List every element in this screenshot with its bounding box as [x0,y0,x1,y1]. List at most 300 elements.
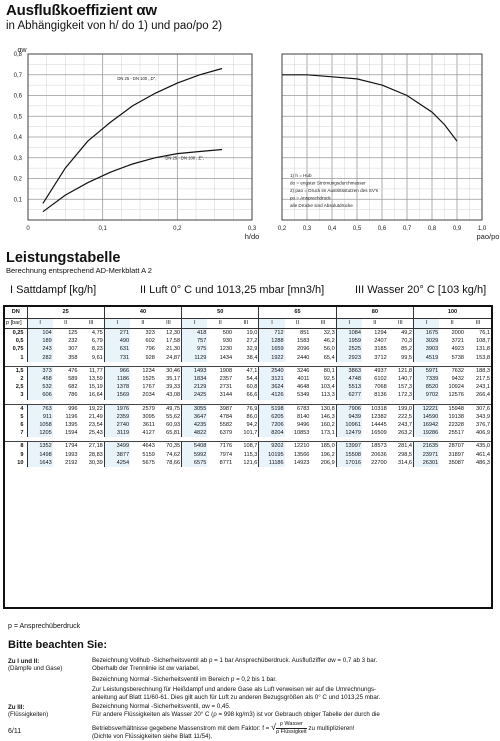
table-row [5,329,491,338]
value-cell: 4643 [130,442,156,451]
value-cell: 5738 [451,354,465,361]
pressure-cell: 0,25 [12,330,24,336]
medium-subheader: II [362,319,388,329]
pressure-cell: 6 [20,422,24,429]
value-cell: 4127 [142,430,155,437]
value-cell: 3647 [182,413,208,421]
pressure-cell: 0,5 [15,338,24,345]
value-cell: 32,3 [323,330,335,336]
value-cell: 15508 [336,451,362,459]
medium-water: III Wasser 20° C [103 kg/h] [355,284,487,296]
value-cell: 17016 [336,459,362,467]
value-cell: 3611 [142,422,155,429]
value-cell: 682 [68,384,78,391]
medium-steam: I Sattdampf [kg/h] [10,284,97,296]
value-cell: 99,5 [401,354,412,361]
value-cell: 486,3 [476,459,490,466]
dn-size-header: 80 [336,307,413,319]
value-cell: 10195 [259,451,285,459]
value-cell: 12576 [448,392,465,399]
y-tick-label: 0,8 [13,52,22,58]
value-cell: 24,87 [166,354,181,361]
value-cell: 243,7 [397,422,412,429]
value-cell: 217,5 [476,376,490,383]
value-cell: 5408 [182,442,208,451]
note-line-2: Oberhalb der Trennlinie ist αw variabel. [92,665,200,672]
value-cell: 65,81 [166,430,181,437]
medium-subheader: I [27,319,53,329]
value-cell: 13,59 [88,376,103,383]
value-cell: 17,58 [166,338,181,345]
value-cell: 5992 [182,451,208,459]
value-cell: 8520 [413,383,439,391]
value-cell: 4254 [104,459,130,467]
value-cell: 19,0 [246,330,258,336]
value-cell: 589 [68,376,78,383]
y-axis-label: αw [17,47,27,54]
value-cell: 1922 [259,354,285,362]
value-cell: 76,1 [479,330,490,336]
value-cell: 172,3 [397,392,412,399]
value-cell: 4937 [362,366,388,375]
value-cell: 3721 [451,338,465,345]
value-cell: 39,33 [166,384,181,391]
value-cell: 21,30 [166,346,181,353]
medium-subheader: II [439,319,465,329]
value-cell: 5513 [336,383,362,391]
note-line-3: Bezeichnung Normal -Sicherheitsventil im Bereich p = 0,2 bis 1 bar. [92,676,277,683]
x-tick-label: 0,9 [452,226,462,232]
value-cell: 32,9 [246,346,258,353]
value-cell: 1834 [182,375,208,383]
page-title: Ausflußkoeffizient αw [6,2,157,19]
value-cell: 3903 [413,345,439,353]
factor-fraction: $\frac{\text{ρ Wasser}}{\text{ρ Flüssigkeit}}$ [275,721,307,735]
charts [0,36,500,248]
value-cell: 14923 [293,459,310,466]
medium-subheader: II [53,319,79,329]
value-cell: 121,6 [243,459,258,466]
series-label: DN 25 - DN 100 ,,D'', [117,76,157,82]
pressure-note: p = Ansprechüberdruck [8,623,81,630]
value-cell: 2923 [336,354,362,362]
factor-text: Betriebsverhältnisse gegebene Massenstrom mit dem Faktor: f = [92,725,270,733]
pressure-cell: 3 [20,392,24,399]
notice-title: Bitte beachten Sie: [8,639,108,651]
y-tick-label: 0,3 [13,155,22,162]
value-cell: 101,7 [243,430,258,437]
value-cell: 2525 [336,345,362,353]
value-cell: 27,2 [246,338,258,345]
value-cell: 60,8 [246,384,258,391]
legend-note: 1) h = Hub [290,173,312,178]
value-cell: 21635 [413,442,439,451]
value-cell: 1675 [413,329,439,338]
value-cell: 47,1 [233,366,259,375]
value-cell: 490 [104,337,130,345]
note-line-8: Betriebsverhältnisse gegebene Massenstrom mit dem Faktor: f = √ $\frac{\text{ρ Wasser}}{\text{ρ Flüssigkeit}}$ zu multiplizieren! [92,721,355,735]
value-cell: 54,4 [246,376,258,383]
value-cell: 66,6 [246,392,258,399]
value-cell: 1378 [104,383,130,391]
value-cell: 282 [27,354,53,362]
value-cell: 108,7 [233,442,259,451]
value-cell: 2000 [451,330,465,336]
value-cell: 14590 [413,413,439,421]
value-cell: 1659 [259,345,285,353]
value-cell: 12382 [371,413,387,420]
value-cell: 86,0 [246,413,258,420]
x-tick-label: 0,7 [402,226,412,232]
medium-subheader: II [130,319,156,329]
value-cell: 23971 [413,451,439,459]
value-cell: 5582 [219,422,233,429]
value-cell: 1434 [219,354,233,361]
value-cell: 6575 [182,459,208,467]
value-cell: 1084 [336,329,362,338]
value-cell: 9432 [451,376,465,383]
medium-subheader: III [465,319,491,329]
dn-size-header: 25 [27,307,104,319]
value-cell: 3246 [285,366,311,375]
series-label: DN 25 - DN 100 ,,E'', [165,155,205,161]
value-cell: 911 [27,413,53,421]
value-cell: 373 [27,366,53,375]
x-tick-label: 0,3 [247,226,257,232]
value-cell: 418 [182,329,208,338]
value-cell: 7068 [374,384,387,391]
value-cell: 1583 [296,338,310,345]
value-cell: 85,2 [401,346,412,353]
page-number: 6/11 [8,728,22,735]
value-cell: 7906 [336,404,362,413]
value-cell: 4822 [182,429,208,437]
value-cell: 10924 [448,384,465,391]
pressure-cell: 10 [17,459,24,466]
value-cell: 1643 [27,459,53,467]
value-cell: 28,83 [88,451,103,458]
value-cell: 307 [68,346,78,353]
medium-subheader: III [233,319,259,329]
value-cell: 2425 [182,391,208,399]
value-cell: 3712 [374,354,387,361]
table-row [5,345,491,353]
value-cell: 19138 [448,413,465,420]
table-row [5,337,491,345]
value-cell: 43,08 [166,392,181,399]
value-cell: 28707 [439,442,465,451]
value-cell: 25517 [448,430,465,437]
value-cell: 435,0 [465,442,491,451]
value-cell: 185,0 [310,442,336,451]
value-cell: 12,30 [166,330,181,336]
value-cell: 199,0 [388,404,414,413]
value-cell: 196,2 [320,451,335,458]
pressure-cell: 5 [20,413,24,420]
value-cell: 2579 [130,404,156,413]
value-cell: 307,6 [465,404,491,413]
value-cell: 146,3 [320,413,335,420]
pressure-cell: 2 [20,376,24,383]
pressure-cell: 4 [5,404,27,413]
value-cell: 130,8 [310,404,336,413]
medium-subheader: I [104,319,130,329]
y-tick-label: 0,1 [13,197,22,204]
value-cell: 49,75 [156,404,182,413]
value-cell: 606 [27,391,53,399]
value-cell: 6277 [336,391,362,399]
legend-note: do = engster Strömungsdurchmesser [290,180,366,186]
value-cell: 21,49 [88,413,103,420]
page-subtitle: in Abhängigkeit von h/ do 1) und pao/po 2) [6,20,223,32]
value-cell: 108,7 [476,338,490,345]
value-cell: 131,8 [476,346,490,353]
value-cell: 12479 [336,429,362,437]
value-cell: 16,64 [88,392,103,399]
value-cell: 19,22 [79,404,105,413]
table-row [5,391,491,399]
table-row [5,451,491,459]
y-tick-label: 0,4 [13,135,22,141]
value-cell: 7176 [207,442,233,451]
value-cell: 153,8 [476,354,490,361]
value-cell: 56,0 [323,346,335,353]
value-cell: 3987 [207,404,233,413]
x-tick-label: 0,3 [302,226,312,232]
medium-subheader: I [182,319,208,329]
value-cell: 13566 [293,451,310,458]
note-line-5: anleitung auf Blatt 11/60-61. Dies gilt auch für Luft zu anderen Bezugsgrößen als 0° C und 1013,25 mbar. [92,694,381,701]
value-cell: 31897 [448,451,465,458]
value-cell: 4,75 [91,330,103,336]
value-cell: 796 [145,346,155,353]
value-cell: 5971 [413,366,439,375]
value-cell: 14445 [371,422,387,429]
value-cell: 2096 [296,346,310,353]
value-cell: 966 [104,366,130,375]
note-line-7: Für andere Flüssigkeiten als Wasser 20° C (ρ = 998 kg/m3) ist vor Gebrauch obiger Tabelle der durch die [92,711,380,718]
dn-size-header: 100 [413,307,491,319]
legend-note: 2) pao = Druck im Austrittsstutzen des SV's [290,188,379,193]
value-cell: 1294 [374,330,387,336]
table-row [5,459,491,467]
value-cell: 35087 [448,459,465,466]
value-cell: 4519 [413,354,439,362]
dn-size-header: 50 [182,307,259,319]
value-cell: 1196 [65,413,78,420]
value-cell: 1234 [130,366,156,375]
x-tick-label: 0,2 [173,226,182,232]
table-row [5,442,491,451]
value-cell: 189 [27,337,53,345]
value-cell: 2440 [296,354,310,361]
medium-subheader: II [285,319,311,329]
value-cell: 1058 [27,421,53,429]
value-cell: 16509 [371,430,387,437]
value-cell: 104 [27,329,53,338]
value-cell: 80,1 [310,366,336,375]
value-cell: 500 [222,330,233,336]
table-row [5,375,491,383]
value-cell: 125 [68,330,78,336]
value-cell: 1594 [65,430,78,437]
note-label-gases-sub: (Dämpfe und Gase) [8,665,63,672]
value-cell: 476 [53,366,79,375]
note-line-1: Bezeichnung Vollhub -Sicherheitsventil ab p = 1 bar Ansprechüberdruck. Ausflußziffer αw = 0,7 ab 3 bar. [92,657,378,664]
value-cell: 1794 [53,442,79,451]
value-cell: 55,62 [166,413,181,420]
value-cell: 3877 [104,451,130,459]
value-cell: 3119 [104,429,130,437]
performance-table [3,305,493,609]
y-tick-label: 0,2 [13,176,22,183]
value-cell: 16942 [413,421,439,429]
value-cell: 2034 [142,392,155,399]
value-cell: 3144 [219,392,233,399]
value-cell: 928 [145,354,155,361]
value-cell: 4923 [451,346,465,353]
table-row [5,404,491,413]
chart-pao-po [278,54,500,241]
value-cell: 532 [27,383,53,391]
value-cell: 376,7 [476,422,490,429]
value-cell: 8,23 [91,346,103,353]
table-row [5,383,491,391]
value-cell: 49,2 [401,330,412,336]
value-cell: 7206 [259,421,285,429]
value-cell: 8140 [296,413,310,420]
value-cell: 22328 [448,422,465,429]
value-cell: 1908 [207,366,233,375]
value-cell: 11,77 [79,366,105,375]
value-cell: 10318 [362,404,388,413]
value-cell: 46,2 [323,338,335,345]
value-cell: 3624 [259,383,285,391]
value-cell: 458 [27,375,53,383]
value-cell: 78,66 [166,459,181,466]
value-cell: 2740 [104,421,130,429]
value-cell: 25,43 [88,430,103,437]
value-cell: 74,62 [166,451,181,458]
legend-note: alle Drücke sind Absolutdrücke [290,203,353,208]
value-cell: 4784 [219,413,233,420]
value-cell: 1129 [182,354,208,362]
value-cell: 7632 [439,366,465,375]
x-tick-label: 0 [26,226,30,232]
value-cell: 5198 [259,404,285,413]
chart-h-do [14,47,260,241]
value-cell: 8204 [259,429,285,437]
section-title: Leistungstabelle [6,250,121,266]
value-cell: 358 [68,354,78,361]
value-cell: 1767 [142,384,155,391]
medium-subheader: III [156,319,182,329]
value-cell: 9,61 [91,354,103,361]
value-cell: 18573 [362,442,388,451]
value-cell: 65,4 [323,354,335,361]
note-label-liquids-sub: (Flüssigkeiten) [8,711,49,718]
value-cell: 3185 [374,346,387,353]
value-cell: 10961 [336,421,362,429]
pressure-header: p [bar] [5,319,27,329]
value-cell: 9439 [336,413,362,421]
value-cell: 26301 [413,459,439,467]
value-cell: 602 [145,338,155,345]
value-cell: 5159 [142,451,155,458]
value-cell: 2357 [219,376,233,383]
value-cell: 232 [68,338,78,345]
value-cell: 6783 [285,404,311,413]
value-cell: 2540 [259,366,285,375]
x-axis-label: pao/po [476,232,500,241]
x-tick-label: 0,8 [427,226,437,232]
value-cell: 23,54 [88,422,103,429]
value-cell: 92,5 [323,376,335,383]
value-cell: 1230 [219,346,233,353]
value-cell: 2129 [182,383,208,391]
value-cell: 314,6 [397,459,412,466]
pressure-cell: 8 [5,442,27,451]
value-cell: 3499 [104,442,130,451]
dn-size-header: 65 [259,307,336,319]
value-cell: 8136 [374,392,387,399]
value-cell: 70,35 [156,442,182,451]
value-cell: 1976 [104,404,130,413]
note-label-gases: Zu I und II: [8,658,40,665]
factor-tail: zu multiplizieren! [308,725,355,733]
y-tick-label: 0,6 [13,93,22,100]
value-cell: 188,3 [465,366,491,375]
value-cell: 2192 [65,459,78,466]
value-cell: 60,93 [166,422,181,429]
table-row [5,429,491,437]
medium-subheader: III [79,319,105,329]
value-cell: 121,8 [388,366,414,375]
value-cell: 243,1 [476,384,490,391]
x-axis-label: h/do [244,232,260,241]
table-row [5,421,491,429]
value-cell: 1186 [104,375,130,383]
dn-size-header: 40 [104,307,181,319]
value-cell: 4126 [259,391,285,399]
value-cell: 2359 [104,413,130,421]
value-cell: 7974 [219,451,233,458]
value-cell: 10853 [293,430,310,437]
medium-subheader: I [259,319,285,329]
value-cell: 243 [27,345,53,353]
value-cell: 12210 [285,442,311,451]
value-cell: 343,9 [476,413,490,420]
value-cell: 2407 [374,338,387,345]
medium-subheader: III [388,319,414,329]
value-cell: 1205 [27,429,53,437]
value-cell: 30,46 [156,366,182,375]
pressure-cell: 1 [20,354,24,361]
value-cell: 113,3 [321,392,335,399]
value-cell: 6379 [219,430,233,437]
value-cell: 712 [259,329,285,338]
medium-subheader: I [336,319,362,329]
value-cell: 160,2 [320,422,335,429]
value-cell: 70,3 [401,338,412,345]
x-tick-label: 0,5 [352,226,362,232]
value-cell: 8771 [219,459,233,466]
y-tick-label: 0,7 [13,72,22,79]
value-cell: 5349 [296,392,310,399]
value-cell: 76,9 [233,404,259,413]
value-cell: 975 [182,345,208,353]
value-cell: 6102 [374,376,387,383]
